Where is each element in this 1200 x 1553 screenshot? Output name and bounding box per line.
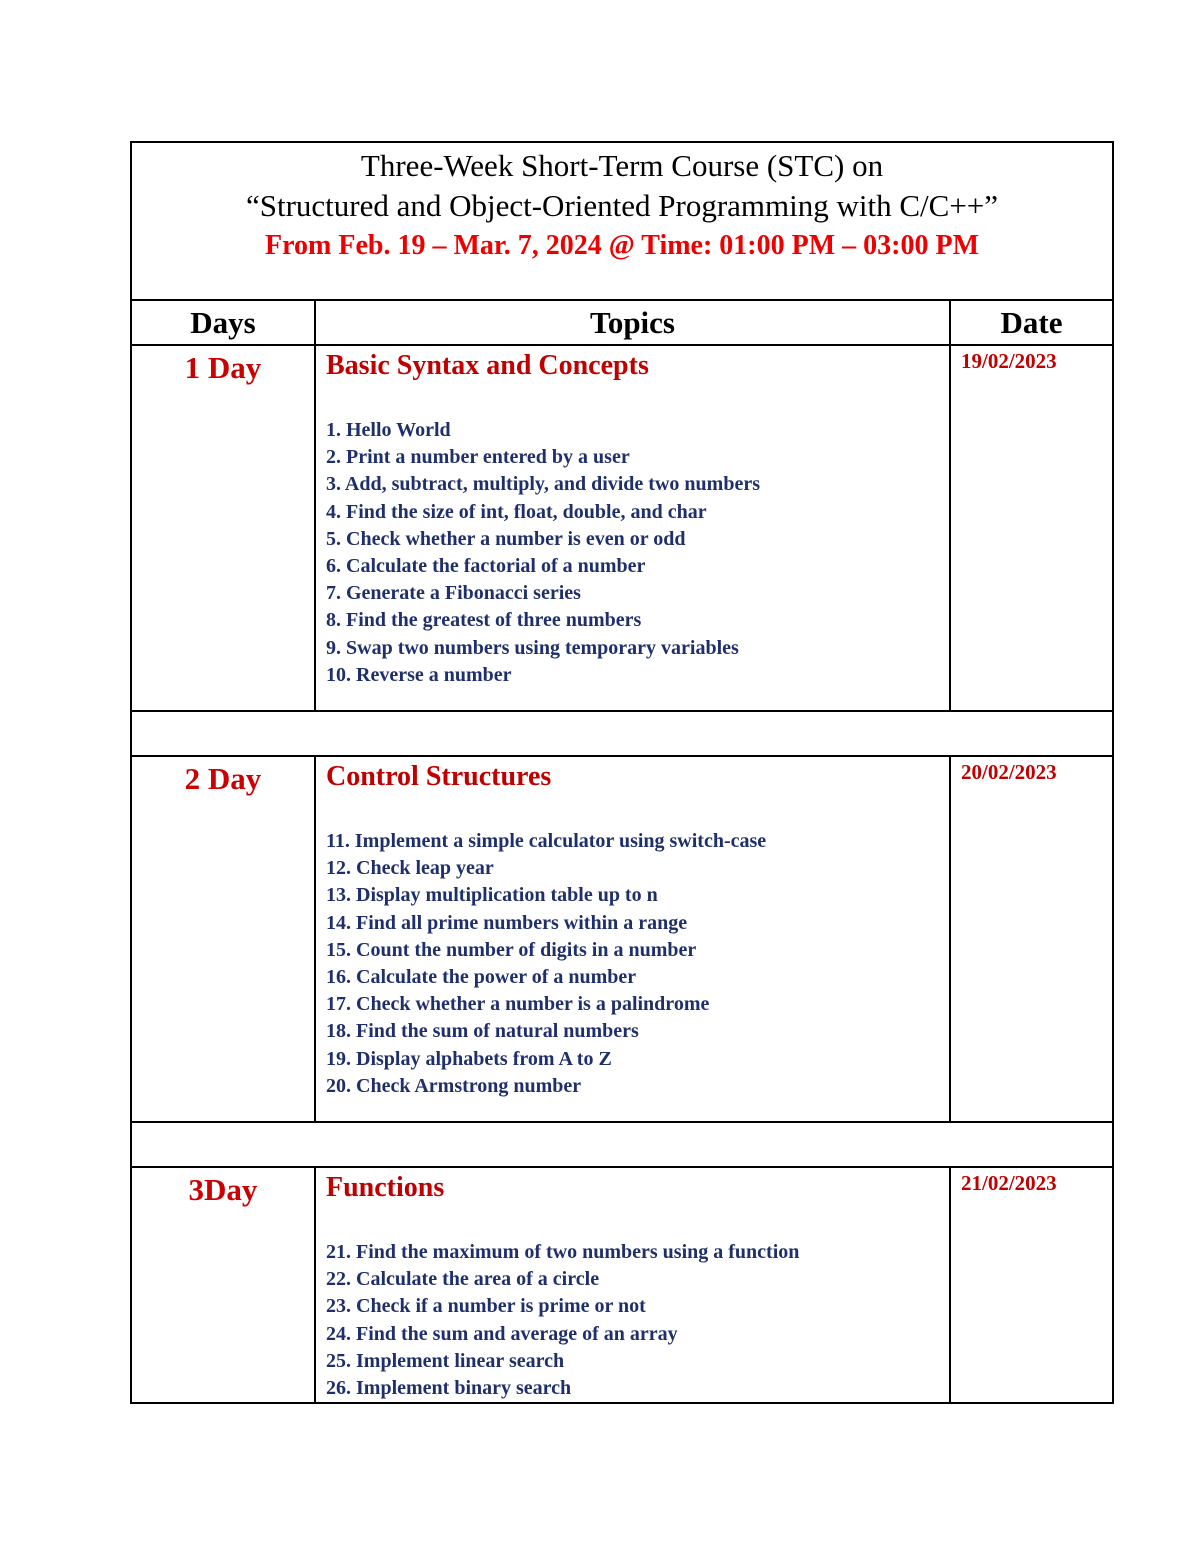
spacer-cell bbox=[131, 711, 1113, 756]
spacer-row bbox=[131, 1122, 1113, 1167]
list-item: 7. Generate a Fibonacci series bbox=[326, 582, 581, 605]
day-cell bbox=[131, 345, 315, 711]
date-cell bbox=[950, 756, 1113, 1122]
list-item: 14. Find all prime numbers within a range bbox=[326, 911, 688, 934]
list-item: 23. Check if a number is prime or not bbox=[326, 1295, 646, 1318]
topic-cell bbox=[315, 345, 950, 711]
day-cell bbox=[131, 756, 315, 1122]
day-label: 2 Day bbox=[184, 761, 262, 796]
list-item: 18. Find the sum of natural numbers bbox=[326, 1020, 639, 1043]
date-label: 21/02/2023 bbox=[961, 1171, 1057, 1195]
list-item: 16. Calculate the power of a number bbox=[326, 966, 637, 989]
day-label: 3Day bbox=[188, 1172, 258, 1207]
list-item: 3. Add, subtract, multiply, and divide two numbers bbox=[326, 473, 760, 496]
course-title-block bbox=[131, 142, 1113, 300]
topic-heading: Control Structures bbox=[326, 761, 552, 792]
topic-list bbox=[326, 1239, 949, 1402]
table-row bbox=[131, 756, 1113, 1122]
column-header-date: Date bbox=[950, 300, 1113, 345]
list-item: 20. Check Armstrong number bbox=[326, 1074, 582, 1097]
list-item: 22. Calculate the area of a circle bbox=[326, 1268, 600, 1291]
date-cell bbox=[950, 1167, 1113, 1403]
topic-heading: Functions bbox=[326, 1172, 445, 1203]
topic-list bbox=[326, 417, 949, 689]
list-item: 11. Implement a simple calculator using switch-case bbox=[326, 830, 767, 852]
column-header-days: Days bbox=[131, 300, 315, 345]
topic-cell bbox=[315, 1167, 950, 1403]
day-label: 1 Day bbox=[184, 350, 262, 385]
date-label: 20/02/2023 bbox=[961, 760, 1057, 784]
table-row bbox=[131, 1167, 1113, 1403]
spacer-cell bbox=[131, 1122, 1113, 1167]
course-schedule-line: From Feb. 19 – Mar. 7, 2024 @ Time: 01:00 PM – 03:00 PM bbox=[265, 230, 980, 261]
list-item: 24. Find the sum and average of an array bbox=[326, 1322, 678, 1345]
schedule-table bbox=[130, 141, 1114, 1404]
list-item: 10. Reverse a number bbox=[326, 663, 512, 686]
list-item: 25. Implement linear search bbox=[326, 1349, 565, 1372]
list-item: 1. Hello World bbox=[326, 419, 451, 441]
list-item: 26. Implement binary search bbox=[326, 1377, 572, 1400]
title-row bbox=[131, 142, 1113, 300]
date-cell bbox=[950, 345, 1113, 711]
list-item: 5. Check whether a number is even or odd bbox=[326, 527, 686, 550]
date-label: 19/02/2023 bbox=[961, 349, 1057, 373]
list-item: 9. Swap two numbers using temporary variables bbox=[326, 636, 739, 659]
course-title-line2: “Structured and Object-Oriented Programming with C/C++” bbox=[245, 188, 999, 223]
list-item: 2. Print a number entered by a user bbox=[326, 446, 630, 469]
topic-list bbox=[326, 828, 949, 1100]
course-title-line1: Three-Week Short-Term Course (STC) on bbox=[360, 148, 884, 183]
topic-cell bbox=[315, 756, 950, 1122]
list-item: 4. Find the size of int, float, double, and char bbox=[326, 500, 707, 523]
topic-heading: Basic Syntax and Concepts bbox=[326, 350, 649, 381]
list-item: 21. Find the maximum of two numbers using a function bbox=[326, 1241, 800, 1263]
day-cell bbox=[131, 1167, 315, 1403]
list-item: 13. Display multiplication table up to n bbox=[326, 884, 658, 907]
list-item: 15. Count the number of digits in a number bbox=[326, 938, 697, 961]
list-item: 19. Display alphabets from A to Z bbox=[326, 1047, 612, 1070]
spacer-row bbox=[131, 711, 1113, 756]
list-item: 12. Check leap year bbox=[326, 857, 494, 880]
list-item: 17. Check whether a number is a palindrome bbox=[326, 993, 710, 1016]
list-item: 6. Calculate the factorial of a number bbox=[326, 555, 646, 578]
header-row bbox=[131, 300, 1113, 345]
table-row bbox=[131, 345, 1113, 711]
list-item: 8. Find the greatest of three numbers bbox=[326, 609, 642, 632]
column-header-topics: Topics bbox=[315, 300, 950, 345]
